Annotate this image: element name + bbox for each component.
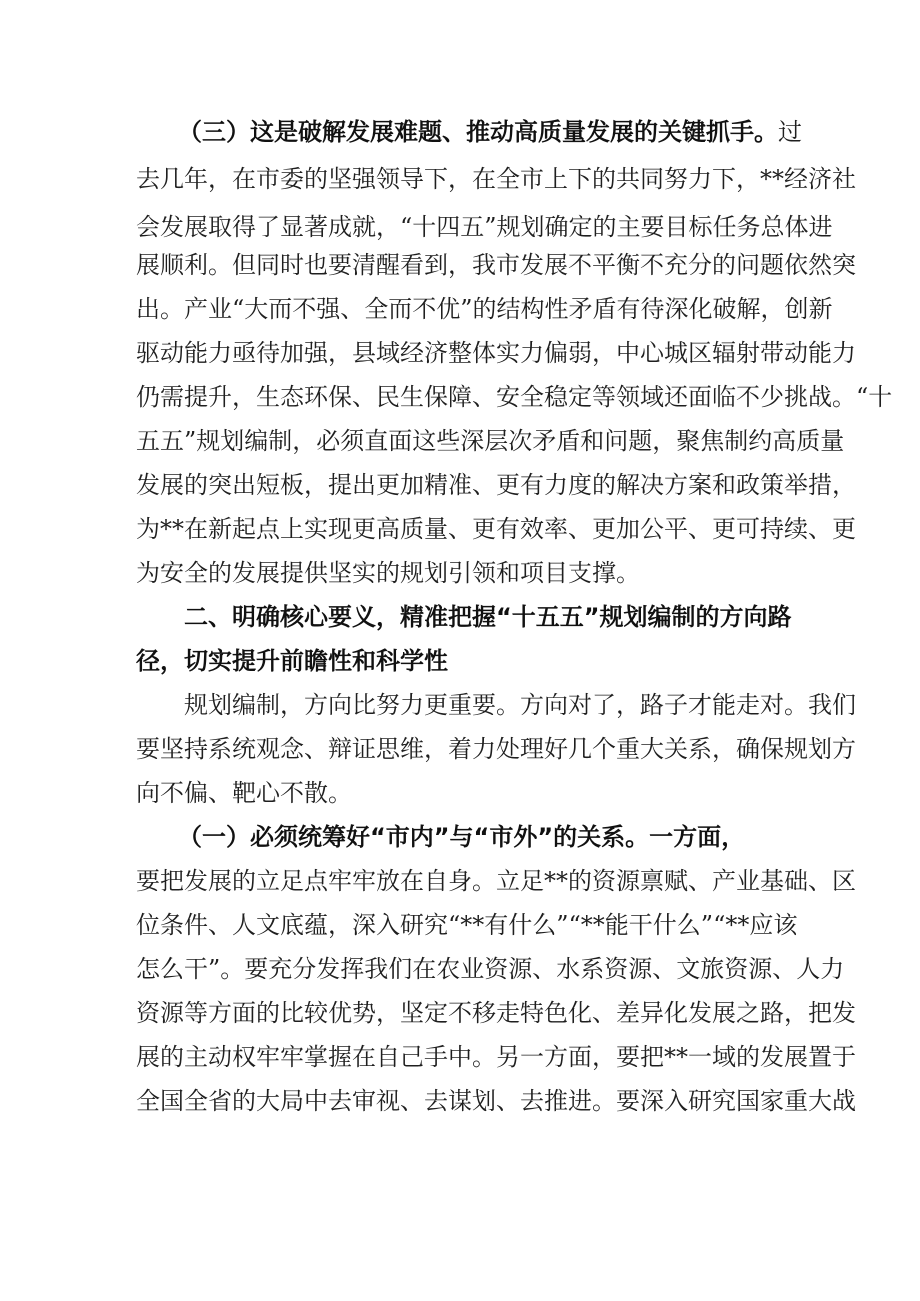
paragraph-line: 展的主动权牢牢掌握在自己手中。另一方面，要把**一域的发展置于 bbox=[136, 1043, 856, 1071]
section-two-heading-line-2: 径，切实提升前瞻性和科学性 bbox=[136, 647, 448, 675]
sub-one-heading: （一）必须统筹好“市内”与“市外”的关系。一方面， bbox=[178, 823, 746, 851]
paragraph-line: 要坚持系统观念、辩证思维，着力处理好几个重大关系，确保规划方 bbox=[136, 735, 856, 763]
paragraph-line: 会发展取得了显著成就，“十四五”规划确定的主要目标任务总体进 bbox=[136, 213, 833, 241]
paragraph-line: 驱动能力亟待加强，县域经济整体实力偏弱，中心城区辐射带动能力 bbox=[136, 339, 856, 367]
paragraph-line: 资源等方面的比较优势，坚定不移走特色化、差异化发展之路，把发 bbox=[136, 999, 856, 1027]
paragraph-line: 向不偏、靶心不散。 bbox=[136, 779, 352, 807]
paragraph-line: 要把发展的立足点牢牢放在自身。立足**的资源禀赋、产业基础、区 bbox=[136, 867, 856, 895]
paragraph-line: 展顺利。但同时也要清醒看到，我市发展不平衡不充分的问题依然突 bbox=[136, 251, 856, 279]
section-three-first-line bbox=[178, 112, 802, 152]
paragraph-line: 仍需提升，生态环保、民生保障、安全稳定等领域还面临不少挑战。“十 bbox=[136, 383, 893, 411]
paragraph-line: 五五”规划编制，必须直面这些深层次矛盾和问题，聚焦制约高质量 bbox=[136, 427, 845, 455]
paragraph-line: 为安全的发展提供坚实的规划引领和项目支撑。 bbox=[136, 559, 640, 587]
paragraph-line: 全国全省的大局中去审视、去谋划、去推进。要深入研究国家重大战 bbox=[136, 1087, 856, 1115]
paragraph-line: 为**在新起点上实现更高质量、更有效率、更加公平、更可持续、更 bbox=[136, 515, 856, 543]
paragraph-line: 位条件、人文底蕴，深入研究“**有什么”“**能干什么”“**应该 bbox=[136, 911, 798, 939]
section-three-line-tail: 过 bbox=[778, 118, 802, 146]
paragraph-line: 去几年，在市委的坚强领导下，在全市上下的共同努力下，**经济社 bbox=[136, 165, 856, 193]
paragraph-line: 发展的突出短板，提出更加精准、更有力度的解决方案和政策举措， bbox=[136, 471, 856, 499]
paragraph-line: 怎么干”。要充分发挥我们在农业资源、水系资源、文旅资源、人力 bbox=[136, 955, 845, 983]
paragraph-line: 规划编制，方向比努力更重要。方向对了，路子才能走对。我们 bbox=[184, 691, 856, 719]
section-two-heading-line-1: 二、明确核心要义，精准把握“十五五”规划编制的方向路 bbox=[184, 603, 792, 631]
section-three-heading: （三）这是破解发展难题、推动高质量发展的关键抓手。 bbox=[178, 118, 778, 146]
paragraph-line: 出。产业“大而不强、全而不优”的结构性矛盾有待深化破解，创新 bbox=[136, 295, 833, 323]
